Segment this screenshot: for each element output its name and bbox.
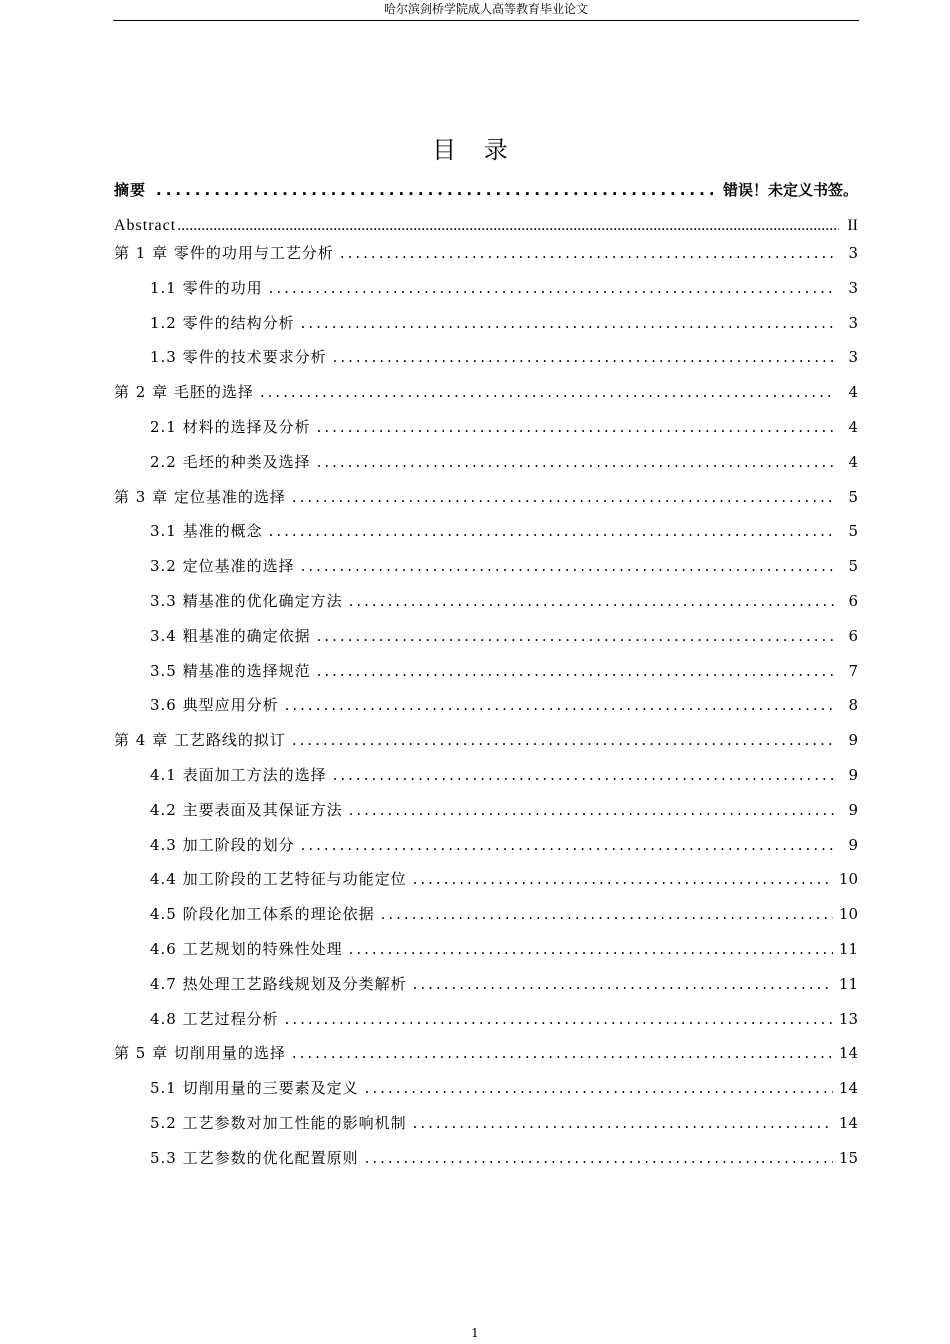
toc-entry-page: 3 [848, 313, 858, 332]
toc-leader-dots [349, 801, 834, 819]
toc-entry[interactable] [114, 520, 858, 555]
toc-leader-dots [156, 174, 713, 206]
toc-entry-label: 3.2 定位基准的选择 [150, 557, 295, 576]
toc-chapter-entry[interactable] [114, 1042, 858, 1077]
toc-entry-page: 3 [848, 278, 858, 297]
toc-entry-label: 第 1 章 零件的功用与工艺分析 [114, 244, 334, 262]
toc-entry-page: 11 [838, 974, 858, 993]
toc-leader-dots [349, 940, 833, 958]
toc-entry[interactable] [114, 590, 858, 625]
toc-leader-dots [413, 1114, 833, 1132]
toc-entry-page: 5 [848, 522, 858, 541]
toc-leader-dots [365, 1149, 833, 1167]
toc-entry-page: 6 [848, 626, 858, 645]
toc-title: 目 录 [432, 136, 518, 164]
toc-chapter-entry[interactable] [114, 381, 858, 416]
toc-entry[interactable] [114, 1147, 858, 1182]
toc-entry-label: 4.3 加工阶段的划分 [150, 835, 295, 854]
toc-entry[interactable] [114, 1008, 858, 1043]
toc-leader-dots [285, 696, 834, 714]
toc-entry-label: 5.3 工艺参数的优化配置原则 [150, 1148, 359, 1167]
toc-entry[interactable] [114, 834, 858, 869]
toc-entry-label: 1.3 零件的技术要求分析 [150, 348, 327, 367]
toc-entry[interactable] [114, 312, 858, 347]
toc-entry-page: 6 [848, 591, 858, 610]
toc-entry-label: 第 4 章 工艺路线的拟订 [114, 731, 286, 750]
toc-entry-page: 4 [848, 383, 858, 402]
toc-leader-dots [285, 1010, 833, 1028]
toc-entry-page: 5 [848, 557, 858, 576]
toc-entry-page: 14 [838, 1044, 858, 1063]
toc-leader-dots [413, 975, 833, 993]
toc-entry-page: 3 [848, 244, 858, 262]
toc-entry[interactable] [114, 903, 858, 938]
toc-entry-label: 3.3 精基准的优化确定方法 [150, 591, 343, 610]
toc-entry-label: 1.2 零件的结构分析 [150, 313, 295, 332]
toc-entry-label: 4.5 阶段化加工体系的理论依据 [150, 905, 375, 924]
toc-leader-dots [413, 870, 833, 888]
toc-entry-page: 3 [848, 348, 858, 367]
toc-entry-page: 5 [848, 487, 858, 506]
toc-entry[interactable] [114, 451, 858, 486]
toc-entry-page: 14 [838, 1079, 858, 1098]
toc-entry-page: 15 [838, 1148, 858, 1167]
toc-entry-label: 3.1 基准的概念 [150, 522, 263, 541]
toc-entry-label: 2.2 毛坯的种类及选择 [150, 452, 311, 471]
toc-entry[interactable] [114, 938, 858, 973]
toc-entry-page: 10 [838, 905, 858, 924]
toc-leader-dots [317, 418, 834, 436]
toc-leader-dots [349, 592, 834, 610]
toc-entry-label: 4.6 工艺规划的特殊性处理 [150, 939, 343, 958]
toc-entry-page: 10 [838, 870, 858, 889]
toc-entry-page: 14 [838, 1113, 858, 1132]
toc-leader-dots [292, 731, 834, 749]
toc-entry-page: 13 [838, 1009, 858, 1028]
toc-leader-dots [292, 488, 834, 506]
toc-entry-page: 4 [848, 452, 858, 471]
toc-leader-dots [269, 522, 834, 540]
toc-entry-label: 1.1 零件的功用 [150, 278, 263, 297]
toc-entry-label: 摘要 [114, 181, 147, 199]
toc-entry-label: 4.7 热处理工艺路线规划及分类解析 [150, 974, 407, 993]
toc-leader-dots [365, 1079, 833, 1097]
toc-entry[interactable] [114, 660, 858, 695]
toc-leader-dots [381, 905, 833, 923]
toc-entry[interactable] [114, 973, 858, 1008]
page-number: 1 [471, 1326, 479, 1340]
toc-entry-label: 4.8 工艺过程分析 [150, 1009, 279, 1028]
toc-entry[interactable] [114, 1077, 858, 1112]
toc-leader-dots [317, 453, 834, 471]
toc-chapter-entry[interactable] [114, 729, 858, 764]
toc-entry[interactable] [114, 346, 858, 381]
toc-entry-label: 第 3 章 定位基准的选择 [114, 487, 286, 506]
toc-entry[interactable] [114, 416, 858, 451]
toc-entry-page: 4 [848, 417, 858, 436]
toc-entry[interactable] [114, 174, 858, 210]
toc-entry-page: 9 [848, 800, 858, 819]
toc-entry-page: 错误！未定义书签。 [722, 181, 858, 199]
toc-entry[interactable] [114, 764, 858, 799]
toc-entry-label: 5.1 切削用量的三要素及定义 [150, 1079, 359, 1098]
toc-leader-dots [260, 383, 834, 401]
toc-leader-dots [177, 210, 839, 242]
toc-entry-label: 3.4 粗基准的确定依据 [150, 626, 311, 645]
toc-leader-dots [333, 766, 834, 784]
toc-entry-label: Abstract [114, 217, 177, 234]
toc-leader-dots [340, 244, 834, 262]
toc-entry-page: II [847, 217, 858, 234]
toc-entry-page: 9 [848, 731, 858, 750]
toc-leader-dots [301, 557, 834, 575]
toc-entry-page: 8 [848, 696, 858, 715]
toc-entry-label: 第 2 章 毛胚的选择 [114, 383, 254, 402]
toc-entry-label: 5.2 工艺参数对加工性能的影响机制 [150, 1113, 407, 1132]
toc-entry-label: 第 5 章 切削用量的选择 [114, 1044, 286, 1063]
toc-chapter-entry[interactable] [114, 242, 858, 277]
toc-entry-label: 4.2 主要表面及其保证方法 [150, 800, 343, 819]
toc-leader-dots [301, 836, 834, 854]
toc-chapter-entry[interactable] [114, 486, 858, 521]
toc-entry-page: 7 [848, 661, 858, 680]
toc-entry[interactable] [114, 210, 858, 242]
toc-leader-dots [317, 627, 834, 645]
toc-leader-dots [292, 1044, 833, 1062]
toc-entry-label: 2.1 材料的选择及分析 [150, 417, 311, 436]
toc-leader-dots [301, 314, 834, 332]
toc-entry-label: 4.1 表面加工方法的选择 [150, 765, 327, 784]
toc-entry[interactable] [114, 277, 858, 312]
toc-entry[interactable] [114, 1112, 858, 1147]
toc-leader-dots [317, 662, 834, 680]
running-header: 哈尔滨剑桥学院成人高等教育毕业论文 [113, 0, 859, 21]
toc-entry[interactable] [114, 868, 858, 903]
toc-entry[interactable] [114, 555, 858, 590]
toc-entry-page: 11 [838, 939, 858, 958]
toc-entry-page: 9 [848, 765, 858, 784]
toc-entry[interactable] [114, 625, 858, 660]
toc-entry-label: 3.6 典型应用分析 [150, 696, 279, 715]
toc-leader-dots [269, 279, 834, 297]
toc-entry[interactable] [114, 694, 858, 729]
toc-entry-label: 3.5 精基准的选择规范 [150, 661, 311, 680]
table-of-contents [114, 174, 858, 1182]
toc-entry-page: 9 [848, 835, 858, 854]
toc-entry[interactable] [114, 799, 858, 834]
toc-leader-dots [333, 348, 834, 366]
toc-entry-label: 4.4 加工阶段的工艺特征与功能定位 [150, 870, 407, 889]
